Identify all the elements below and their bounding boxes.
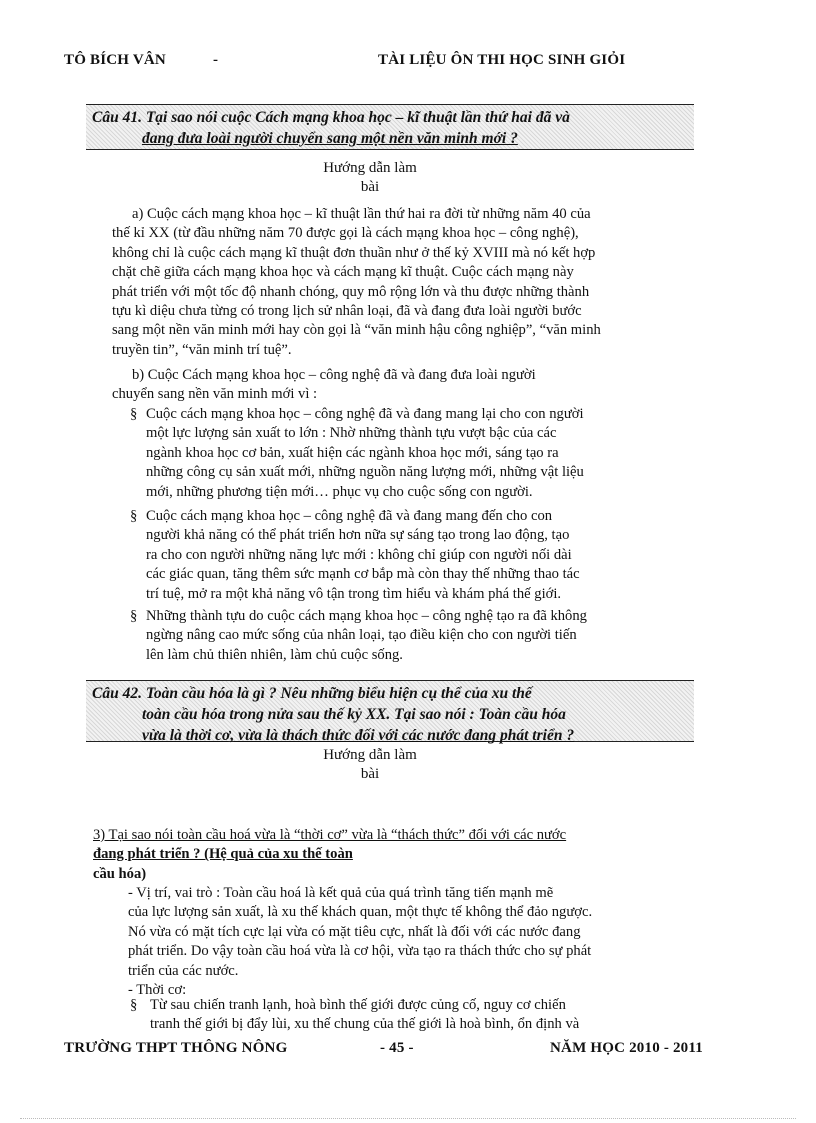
guide-41	[310, 159, 430, 197]
page-bottom-divider	[20, 1118, 796, 1119]
question-42-line1: Toàn cầu hóa là gì ? Nêu những biểu hiện cụ thể của xu thế	[145, 685, 532, 702]
para-a-line: chặt chẽ giữa cách mạng khoa học và cách mạng kĩ thuật. Cuộc cách mạng này	[112, 264, 574, 281]
bullet-line: ngành khoa học cơ bản, xuất hiện các ngành khoa học mới, sáng tạo ra	[146, 444, 559, 461]
bullet-item-3	[146, 607, 648, 665]
bullet-symbol: §	[130, 608, 138, 624]
question-42-box	[86, 680, 694, 742]
role-paragraph	[128, 884, 648, 1000]
bullet-line: ngừng nâng cao mức sống của nhân loại, tạo điều kiện cho con người tiến	[146, 627, 577, 644]
bullet-line: những công cụ sản xuất mới, những nguồn năng lượng mới, những vật liệu	[146, 464, 584, 481]
bullet-item-2	[146, 507, 648, 604]
question-41-box	[86, 104, 694, 150]
bullet-line: lên làm chủ thiên nhiên, làm chủ cuộc sống.	[146, 646, 403, 663]
question-41-line2: đang đưa loài người chuyển sang một nền văn minh mới ?	[142, 130, 518, 147]
role-line: Nó vừa có mặt tích cực lại vừa có mặt tiêu cực, nhất là đối với các nước đang	[128, 923, 581, 940]
bullet-line: Cuộc cách mạng khoa học – công nghệ đã và đang mang lại cho con người	[146, 406, 584, 422]
bullet-line: người khả năng có thể phát triển hơn nữa sự sáng tạo trong lao động, tạo	[146, 527, 570, 544]
para-a-line: thế kỉ XX (từ đầu những năm 70 được gọi là cách mạng khoa học – công nghệ),	[112, 225, 579, 242]
footer-school-year: NĂM HỌC 2010 - 2011	[550, 1040, 703, 1056]
question-41-line1: Tại sao nói cuộc Cách mạng khoa học – kĩ thuật lần thứ hai đã và	[145, 109, 570, 126]
question-42-line2: toàn cầu hóa trong nửa sau thế kỷ XX. Tại sao nói : Toàn cầu hóa	[142, 706, 566, 723]
question-42-label: Câu 42.	[92, 685, 142, 702]
bullet-item-1	[146, 405, 648, 502]
section-3-heading	[93, 826, 648, 884]
guide-42-line1: Hướng dẫn làm	[323, 747, 417, 763]
answer-41-part-b	[112, 366, 648, 405]
role-line: triển của các nước.	[128, 962, 239, 979]
bullet-line: một lực lượng sản xuất to lớn : Nhờ những thành tựu vượt bậc của các	[146, 425, 557, 442]
para-b-line: chuyển sang nền văn minh mới vì :	[112, 386, 318, 403]
para-a-line: phát triển với một tốc độ nhanh chóng, quy mô rộng lớn và thu được những thành	[112, 283, 590, 300]
guide-42	[310, 746, 430, 784]
section-3-line1: 3) Tại sao nói toàn cầu hoá vừa là “thời cơ” vừa là “thách thức” đối với các nước	[93, 827, 567, 843]
footer-school: TRƯỜNG THPT THÔNG NÔNG	[64, 1040, 288, 1056]
para-a-line: tựu kì diệu chưa từng có trong lịch sử nhân loại, đã và đang đưa loài người bước	[112, 303, 582, 320]
bullet-line: Những thành tựu do cuộc cách mạng khoa học – công nghệ tạo ra đã không	[146, 608, 587, 624]
header-doc-title: TÀI LIỆU ÔN THI HỌC SINH GIỎI	[378, 52, 626, 68]
header-author: TÔ BÍCH VÂN	[64, 52, 166, 68]
section-3-line3: cầu hóa)	[93, 865, 147, 882]
role-line: - Vị trí, vai trò : Toàn cầu hoá là kết quả của quá trình tăng tiến mạnh mẽ	[128, 885, 554, 901]
guide-41-line2: bài	[360, 179, 380, 195]
bullet-line: mới, những phương tiện mới… phục vụ cho cuộc sống con người.	[146, 483, 533, 500]
role-line: của lực lượng sản xuất, là xu thế khách quan, một thực tế không thể đảo ngược.	[128, 904, 593, 921]
para-b-line: b) Cuộc Cách mạng khoa học – công nghệ đã và đang đưa loài người	[132, 367, 536, 383]
bullet-symbol: §	[130, 997, 138, 1013]
opportunity-bullet	[150, 996, 648, 1035]
section-3-line2: đang phát triển ? (Hệ quả của xu thế toàn	[93, 846, 353, 863]
question-42-line3: vừa là thời cơ, vừa là thách thức đối với các nước đang phát triển ?	[142, 727, 575, 744]
bullet-line: tranh thế giới bị đẩy lùi, xu thế chung của thế giới là hoà bình, ổn định và	[150, 1016, 580, 1033]
bullet-line: các giác quan, tăng thêm sức mạnh cơ bắp mà còn thay thế những thao tác	[146, 566, 580, 583]
bullet-line: ra cho con người những năng lực mới : không chỉ giúp con người nối dài	[146, 546, 572, 563]
bullet-line: Từ sau chiến tranh lạnh, hoà bình thế giới được củng cố, nguy cơ chiến	[150, 997, 566, 1013]
bullet-line: trí tuệ, mở ra một khả năng vô tận trong tìm hiểu và khám phá thế giới.	[146, 585, 562, 602]
bullet-line: Cuộc cách mạng khoa học – công nghệ đã và đang mang đến cho con	[146, 508, 553, 524]
para-a-line: sang một nền văn minh mới hay còn gọi là “văn minh hậu công nghiệp”, “văn minh	[112, 322, 601, 339]
bullet-symbol: §	[130, 406, 138, 422]
para-a-line: không chỉ là cuộc cách mạng kĩ thuật đơn thuần như ở thế kỷ XVIII mà nó kết hợp	[112, 244, 596, 261]
header-dash: -	[213, 52, 219, 68]
guide-42-line2: bài	[360, 766, 380, 782]
para-a-line: truyền tin”, “văn minh trí tuệ”.	[112, 341, 292, 358]
bullet-symbol: §	[130, 508, 138, 524]
role-line: phát triển. Do vậy toàn cầu hoá vừa là cơ hội, vừa tạo ra thách thức cho sự phát	[128, 943, 592, 960]
opportunity-label: - Thời cơ:	[128, 982, 187, 999]
guide-41-line1: Hướng dẫn làm	[323, 160, 417, 176]
question-41-label: Câu 41.	[92, 109, 142, 126]
answer-41-part-a	[112, 205, 648, 360]
footer-page-number: - 45 -	[380, 1040, 414, 1056]
para-a-line: a) Cuộc cách mạng khoa học – kĩ thuật lần thứ hai ra đời từ những năm 40 của	[132, 206, 591, 222]
